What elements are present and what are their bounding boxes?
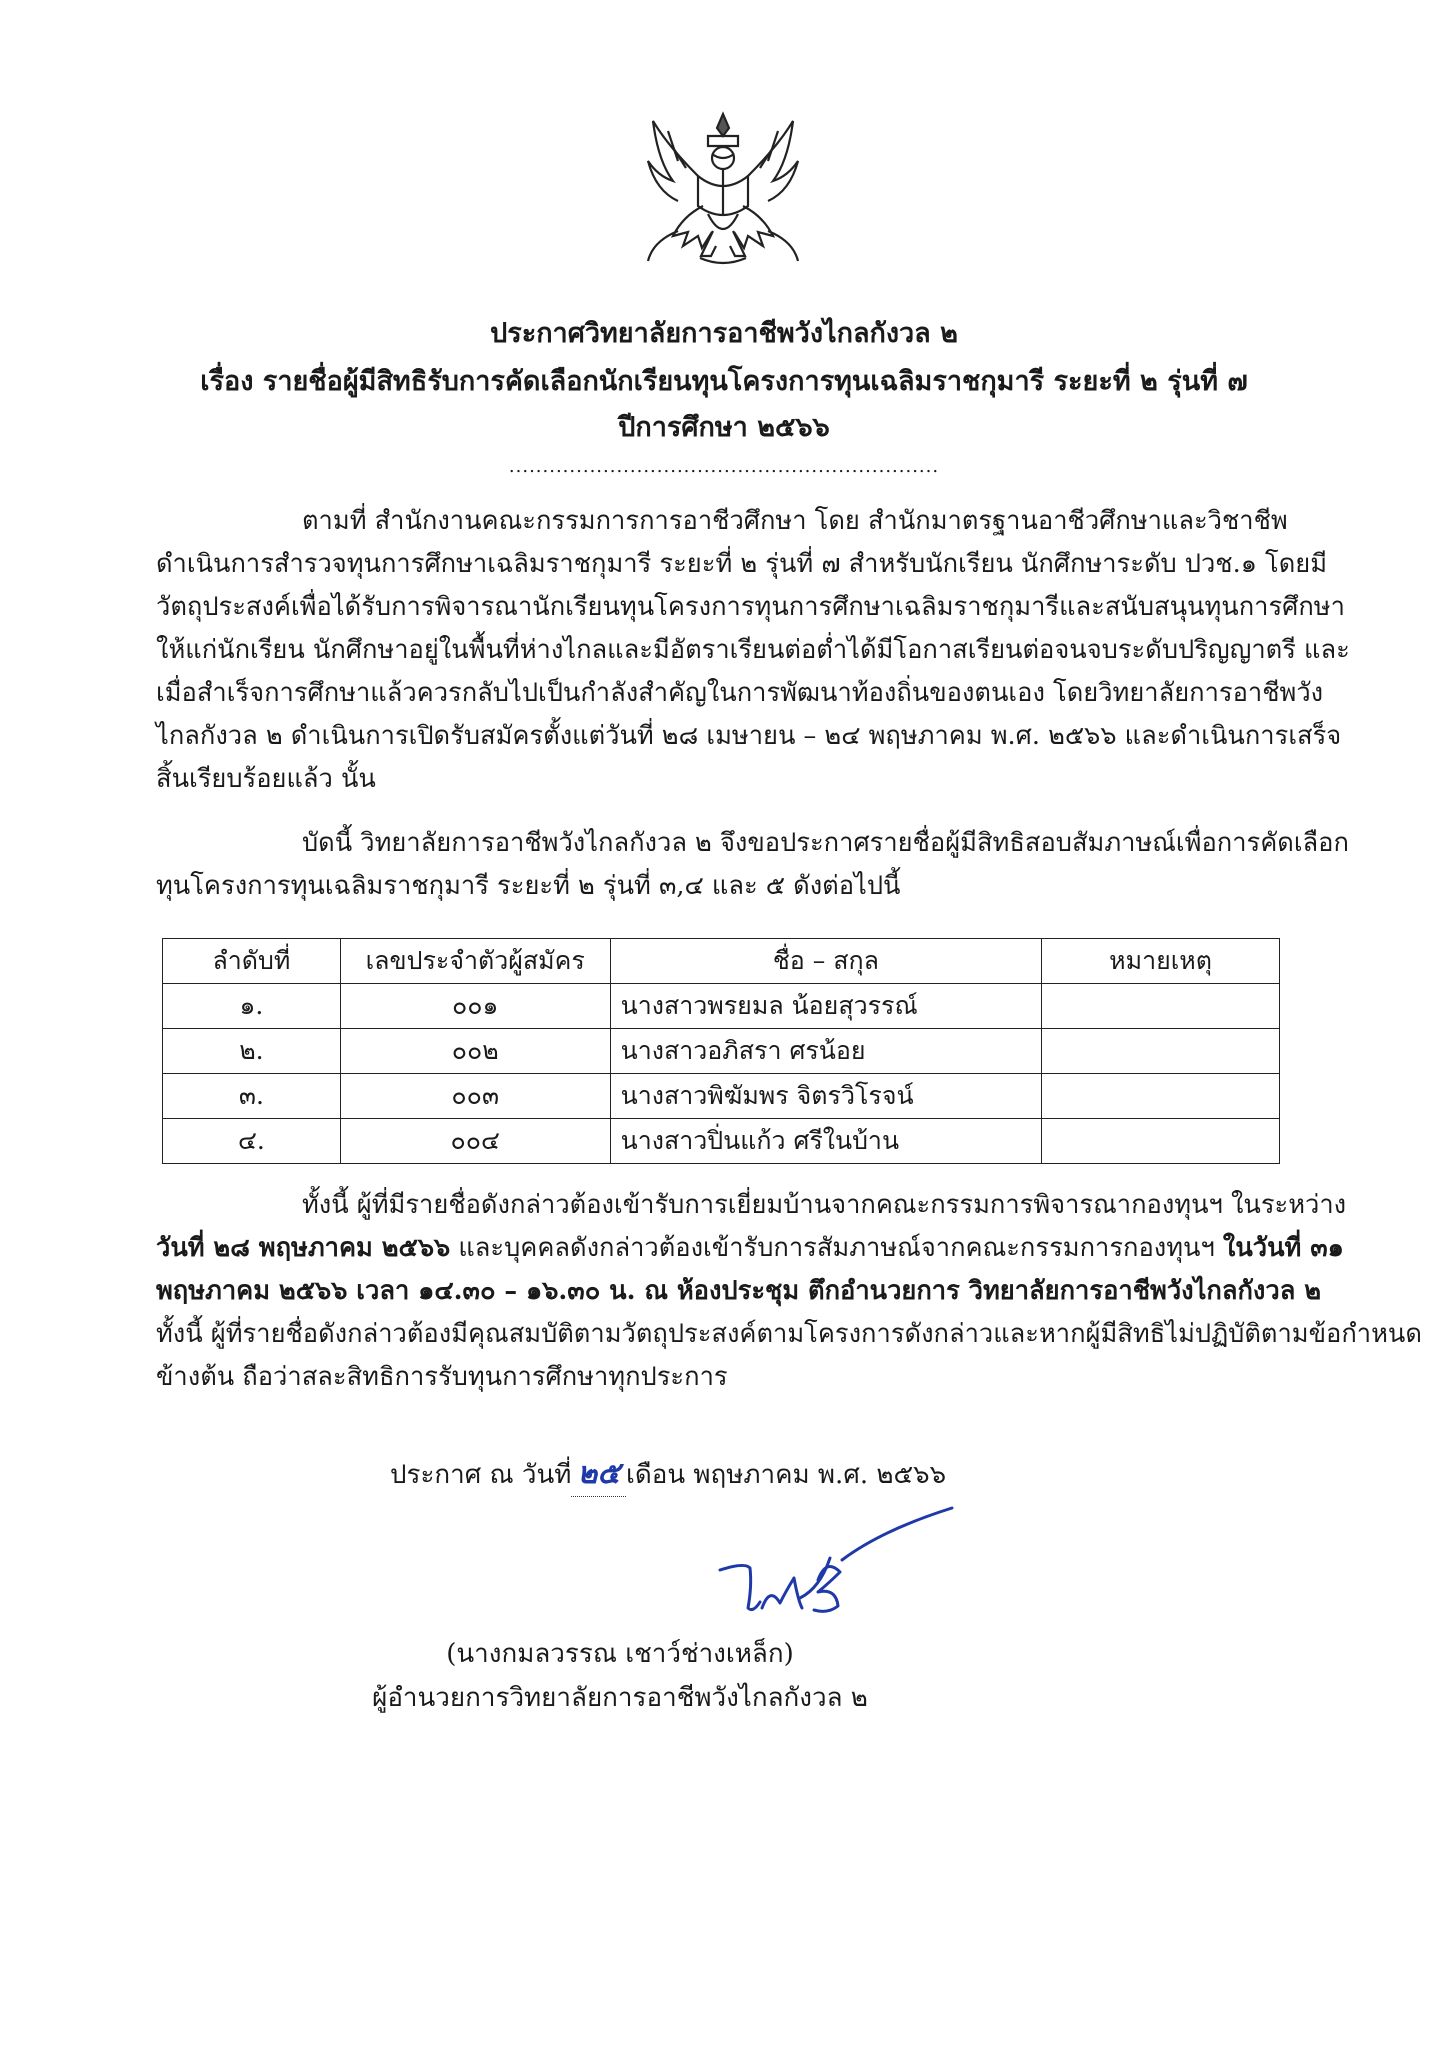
text-line bbox=[156, 1227, 1344, 1270]
date-suffix: เดือน พฤษภาคม พ.ศ. ๒๕๖๖ bbox=[625, 1460, 947, 1490]
text-line: ทุนโครงการทุนเฉลิมราชกุมารี ระยะที่ ๒ รุ่นที่ ๓,๔ และ ๕ ดังต่อไปนี้ bbox=[156, 871, 901, 901]
cell-name: นางสาวพรยมล น้อยสุวรรณ์ bbox=[610, 984, 1042, 1029]
table-row bbox=[163, 1074, 1280, 1119]
interview-date: ในวันที่ ๓๑ bbox=[1222, 1233, 1344, 1263]
announcement-title: ประกาศวิทยาลัยการอาชีพวังไกลกังวล ๒ bbox=[490, 318, 958, 349]
signer-position: ผู้อำนวยการวิทยาลัยการอาชีพวังไกลกังวล ๒ bbox=[372, 1683, 868, 1713]
table-header-row bbox=[163, 939, 1280, 984]
cell-remark bbox=[1042, 1119, 1280, 1164]
cell-order: ๓. bbox=[163, 1074, 341, 1119]
cell-remark bbox=[1042, 1074, 1280, 1119]
cell-order: ๔. bbox=[163, 1119, 341, 1164]
signature-icon bbox=[700, 1500, 960, 1630]
text-line: ข้างต้น ถือว่าสละสิทธิการรับทุนการศึกษาทุกประการ bbox=[156, 1362, 728, 1392]
text-line: ให้แก่นักเรียน นักศึกษาอยู่ในพื้นที่ห่างไกลและมีอัตราเรียนต่อต่ำได้มีโอกาสเรียนต่อจนจบระดับปริญญาตรี และ bbox=[156, 635, 1350, 665]
table-row bbox=[163, 984, 1280, 1029]
text-line: วัตถุประสงค์เพื่อได้รับการพิจารณานักเรียนทุนโครงการทุนการศึกษาเฉลิมราชกุมารีและสนับสนุนทุนการศึกษา bbox=[156, 592, 1345, 622]
title-separator: ................................................................ bbox=[508, 456, 940, 477]
cell-name: นางสาวพิฆัมพร จิตรวิโรจน์ bbox=[610, 1074, 1042, 1119]
text-fragment: และบุคคลดังกล่าวต้องเข้ารับการสัมภาษณ์จากคณะกรรมการกองทุนฯ bbox=[450, 1233, 1223, 1263]
text-line: ตามที่ สำนักงานคณะกรรมการการอาชีวศึกษา โดย สำนักมาตรฐานอาชีวศึกษาและวิชาชีพ bbox=[302, 506, 1288, 536]
date-prefix: ประกาศ ณ วันที่ bbox=[390, 1460, 572, 1490]
text-line: ทั้งนี้ ผู้ที่รายชื่อดังกล่าวต้องมีคุณสมบัติตามวัตถุประสงค์ตามโครงการดังกล่าวและหากผู้มีสิทธิไม่ปฏิบัติตามข้อกำหนด bbox=[156, 1319, 1422, 1349]
interview-time-place: พฤษภาคม ๒๕๖๖ เวลา ๑๔.๓๐ – ๑๖.๓๐ น. ณ ห้องประชุม ตึกอำนวยการ วิทยาลัยการอาชีพวังไกลกังวล ๒ bbox=[156, 1276, 1322, 1306]
cell-remark bbox=[1042, 984, 1280, 1029]
header-applicant-id: เลขประจำตัวผู้สมัคร bbox=[340, 939, 610, 984]
text-line: สิ้นเรียบร้อยแล้ว นั้น bbox=[156, 764, 376, 794]
cell-order: ๒. bbox=[163, 1029, 341, 1074]
cell-applicant-id: ๐๐๔ bbox=[340, 1119, 610, 1164]
cell-name: นางสาวอภิสรา ศรน้อย bbox=[610, 1029, 1042, 1074]
announcement-subject: เรื่อง รายชื่อผู้มีสิทธิรับการคัดเลือกนักเรียนทุนโครงการทุนเฉลิมราชกุมารี ระยะที่ ๒ รุ่นที่ ๗ bbox=[200, 366, 1248, 397]
paragraph-schedule bbox=[156, 1184, 1422, 1399]
header-name: ชื่อ – สกุล bbox=[610, 939, 1042, 984]
cell-applicant-id: ๐๐๓ bbox=[340, 1074, 610, 1119]
table-row bbox=[163, 1029, 1280, 1074]
cell-applicant-id: ๐๐๑ bbox=[340, 984, 610, 1029]
text-line: เมื่อสำเร็จการศึกษาแล้วควรกลับไปเป็นกำลังสำคัญในการพัฒนาท้องถิ่นของตนเอง โดยวิทยาลัยการอาชีพวัง bbox=[156, 678, 1324, 708]
announcement-date bbox=[390, 1452, 946, 1497]
signer-name: (นางกมลวรรณ เชาว์ช่างเหล็ก) bbox=[446, 1639, 794, 1669]
text-line: ดำเนินการสำรวจทุนการศึกษาเฉลิมราชกุมารี ระยะที่ ๒ รุ่นที่ ๗ สำหรับนักเรียน นักศึกษาระดับ ปวช.๑ โดยมี bbox=[156, 549, 1328, 579]
paragraph-background bbox=[156, 500, 1350, 801]
cell-order: ๑. bbox=[163, 984, 341, 1029]
header-order: ลำดับที่ bbox=[163, 939, 341, 984]
academic-year: ปีการศึกษา ๒๕๖๖ bbox=[618, 412, 830, 443]
cell-remark bbox=[1042, 1029, 1280, 1074]
handwritten-day: ๒๕ bbox=[571, 1452, 625, 1497]
cell-name: นางสาวปิ่นแก้ว ศรีในบ้าน bbox=[610, 1119, 1042, 1164]
home-visit-date: วันที่ ๒๘ พฤษภาคม ๒๕๖๖ bbox=[156, 1233, 451, 1263]
header-remark: หมายเหตุ bbox=[1042, 939, 1280, 984]
candidate-table bbox=[162, 938, 1280, 1164]
cell-applicant-id: ๐๐๒ bbox=[340, 1029, 610, 1074]
text-line: ทั้งนี้ ผู้ที่มีรายชื่อดังกล่าวต้องเข้ารับการเยี่ยมบ้านจากคณะกรรมการพิจารณากองทุนฯ ในระหว่าง bbox=[302, 1190, 1347, 1220]
table-row bbox=[163, 1119, 1280, 1164]
paragraph-announcement bbox=[156, 822, 1349, 908]
garuda-emblem-icon bbox=[638, 106, 808, 276]
text-line: บัดนี้ วิทยาลัยการอาชีพวังไกลกังวล ๒ จึงขอประกาศรายชื่อผู้มีสิทธิสอบสัมภาษณ์เพื่อการคัดเลือก bbox=[302, 828, 1349, 858]
text-line: ไกลกังวล ๒ ดำเนินการเปิดรับสมัครตั้งแต่วันที่ ๒๘ เมษายน – ๒๔ พฤษภาคม พ.ศ. ๒๕๖๖ และดำเนินการเสร็จ bbox=[156, 721, 1342, 751]
